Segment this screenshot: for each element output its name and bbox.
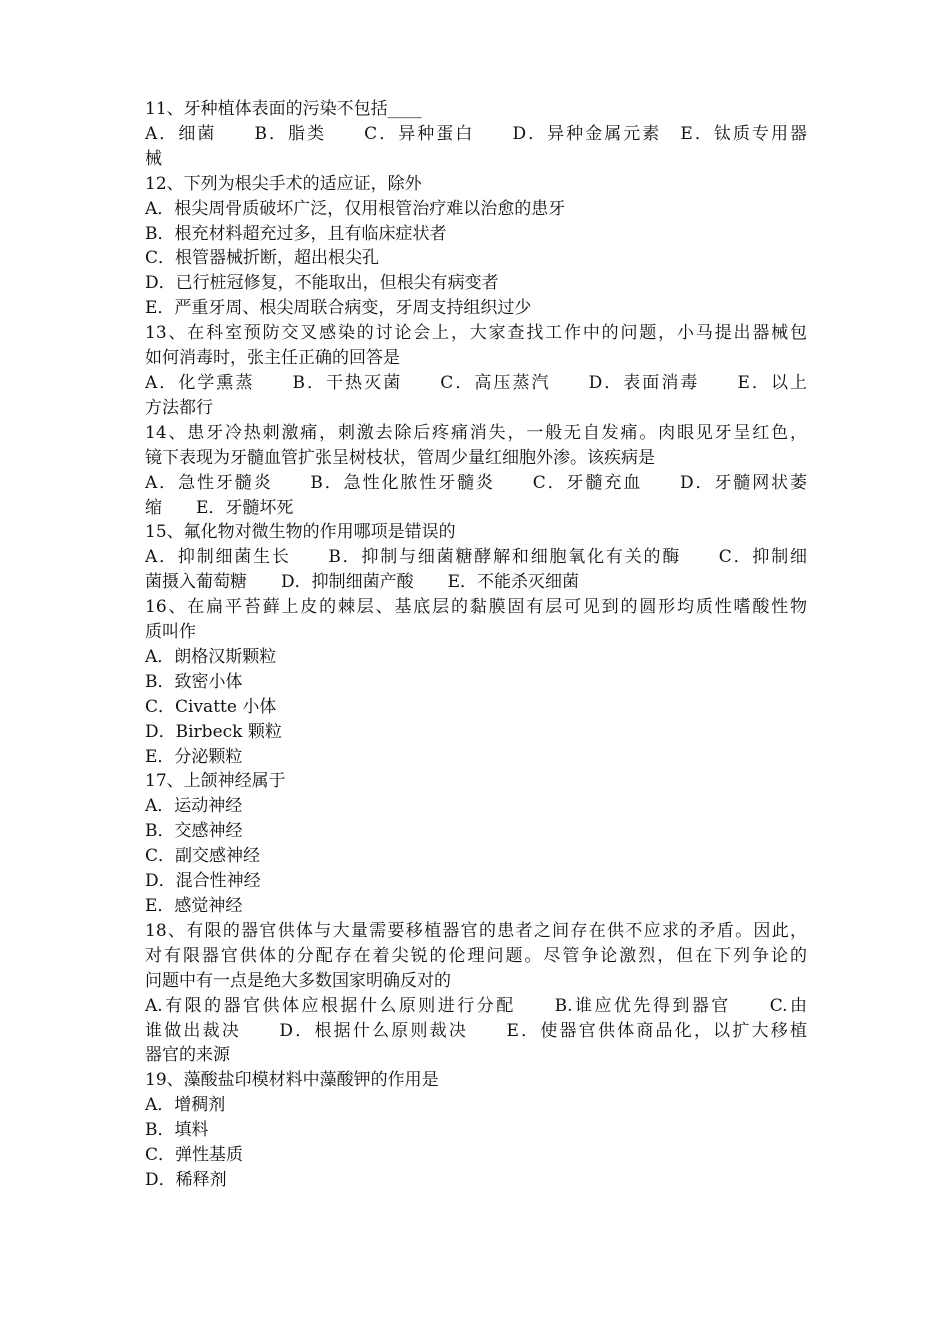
question-16-option-e: E．分泌颗粒 <box>145 746 243 767</box>
question-14-stem: 14、患牙冷热刺激痛，刺激去除后疼痛消失，一般无自发痛。肉眼见牙呈红色， <box>145 422 807 443</box>
question-16-option-d: D．Birbeck 颗粒 <box>145 721 282 742</box>
question-12-stem: 12、下列为根尖手术的适应证，除外 <box>145 173 422 194</box>
question-11-options: A．细菌 B．脂类 C．异种蛋白 D．异种金属元素 E．钛质专用器 <box>145 123 807 144</box>
question-17-option-d: D．混合性神经 <box>145 871 261 892</box>
question-12-option-a: A．根尖周骨质破坏广泛，仅用根管治疗难以治愈的患牙 <box>145 198 566 219</box>
question-12-option-c: C．根管器械折断，超出根尖孔 <box>145 248 380 269</box>
question-15-options: A．抑制细菌生长 B．抑制与细菌糖酵解和细胞氧化有关的酶 C．抑制细 <box>145 547 807 568</box>
question-17-option-a: A．运动神经 <box>145 796 243 817</box>
question-11-options-cont: 械 <box>145 148 162 169</box>
question-15-options-cont: 菌摄入葡萄糖 D．抑制细菌产酸 E．不能杀灭细菌 <box>145 572 580 593</box>
question-11-stem: 11、牙种植体表面的污染不包括____ <box>145 99 422 119</box>
question-15-stem: 15、氟化物对微生物的作用哪项是错误的 <box>145 522 456 543</box>
question-13-options-cont: 方法都行 <box>145 397 213 418</box>
question-18-stem-cont-2: 问题中有一点是绝大多数国家明确反对的 <box>145 970 451 991</box>
question-12-option-e: E．严重牙周、根尖周联合病变，牙周支持组织过少 <box>145 298 532 319</box>
question-12-option-d: D．已行桩冠修复，不能取出，但根尖有病变者 <box>145 273 499 294</box>
question-17-option-e: E．感觉神经 <box>145 896 243 916</box>
question-13-options: A．化学熏蒸 B．干热灭菌 C．高压蒸汽 D．表面消毒 E．以上 <box>145 372 807 393</box>
question-16-option-a: A．朗格汉斯颗粒 <box>145 646 277 667</box>
question-13-stem: 13、在科室预防交叉感染的讨论会上，大家查找工作中的问题，小马提出器械包 <box>145 323 807 344</box>
question-18-options-cont-2: 器官的来源 <box>145 1045 230 1066</box>
question-18-stem: 18、有限的器官供体与大量需要移植器官的患者之间存在供不应求的矛盾。因此， <box>145 920 807 941</box>
question-17-stem: 17、上颌神经属于 <box>145 771 286 792</box>
question-19-stem: 19、藻酸盐印模材料中藻酸钾的作用是 <box>145 1070 439 1091</box>
question-19-option-b: B．填料 <box>145 1120 209 1141</box>
question-16-stem-cont: 质叫作 <box>145 622 196 643</box>
question-16-stem: 16、在扁平苔藓上皮的棘层、基底层的黏膜固有层可见到的圆形均质性嗜酸性物 <box>145 597 807 618</box>
question-17-option-b: B．交感神经 <box>145 821 243 842</box>
question-13-stem-cont: 如何消毒时，张主任正确的回答是 <box>145 348 400 369</box>
question-19-option-d: D．稀释剂 <box>145 1169 227 1190</box>
question-12-option-b: B．根充材料超充过多，且有临床症状者 <box>145 223 447 244</box>
question-14-options-cont: 缩 E．牙髓坏死 <box>145 497 294 518</box>
question-14-options: A．急性牙髓炎 B．急性化脓性牙髓炎 C．牙髓充血 D．牙髓网状萎 <box>145 472 807 493</box>
document-page <box>145 97 807 1193</box>
question-18-options-cont-1: 谁做出裁决 D．根据什么原则裁决 E．使器官供体商品化，以扩大移植 <box>145 1020 807 1041</box>
question-19-option-c: C．弹性基质 <box>145 1145 244 1166</box>
question-18-options: A.有限的器官供体应根据什么原则进行分配 B.谁应优先得到器官 C.由 <box>145 995 807 1016</box>
question-16-option-b: B．致密小体 <box>145 671 243 692</box>
question-17-option-c: C．副交感神经 <box>145 846 261 867</box>
question-19-option-a: A．增稠剂 <box>145 1095 226 1116</box>
question-14-stem-cont: 镜下表现为牙髓血管扩张呈树枝状，管周少量红细胞外渗。该疾病是 <box>145 447 655 468</box>
question-16-option-c: C．Civatte 小体 <box>145 696 277 717</box>
question-18-stem-cont-1: 对有限器官供体的分配存在着尖锐的伦理问题。尽管争论激烈，但在下列争论的 <box>145 945 807 966</box>
